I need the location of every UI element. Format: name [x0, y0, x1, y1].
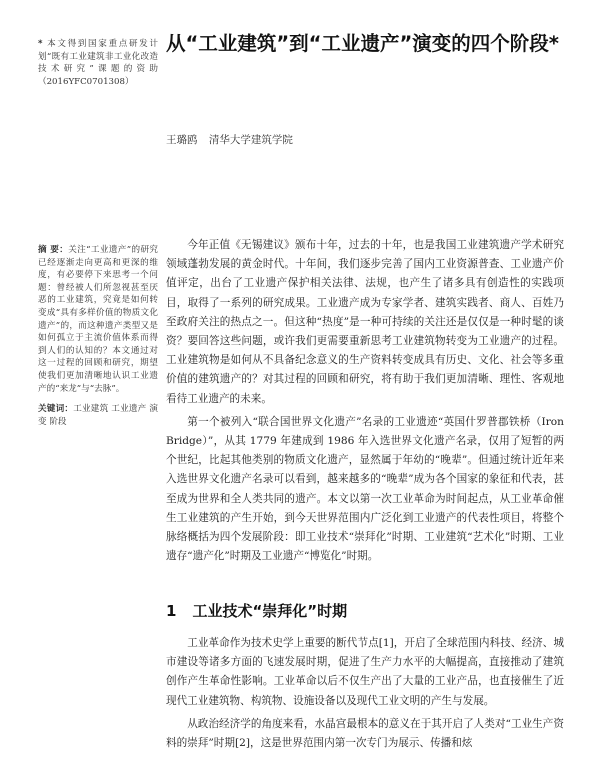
abstract-text: 关注“工业遗产”的研究已经逐渐走向更高和更深的维度，有必要停下来思考一个问题：曾经被人们所忽视甚至厌恶的工业建筑，究竟是如何转变成“具有多样价值的物质文化遗产”的，而这种遗产类型又是如何孤立于主流价值体系而得到人们的认知的？本文通过对这一过程的回顾和研究，期望使我们更加清晰地认识工业遗产的“来龙”与“去脉”。: [38, 245, 158, 394]
abstract-label: 摘 要：: [38, 245, 69, 255]
section-body: [166, 634, 564, 753]
article-title: 从“工业建筑”到“工业遗产”演变的四个阶段*: [166, 32, 559, 55]
author-line: [166, 132, 301, 147]
author-affiliation: 清华大学建筑学院: [208, 134, 293, 146]
section-title: 工业技术“崇拜化”时期: [192, 602, 348, 620]
section-heading: [166, 600, 347, 621]
abstract: [38, 244, 158, 395]
section-number: 1: [166, 602, 177, 620]
funding-footnote: [38, 38, 158, 88]
paragraph: 工业革命作为技术史学上重要的断代节点[1]，开启了全球范围内科技、经济、城市建设等诸多方面的飞速发展时期，促进了生产力水平的大幅提高，直接推动了建筑创作产生革命性影响。工业革命以后不仅生产出了大量的工业产品，也直接催生了近现代工业建筑物、构筑物、设施设备以及现代工业文明的产生与发展。: [166, 637, 564, 707]
footnote-mark: *: [38, 39, 43, 49]
keywords-label: 关键词：: [38, 404, 74, 415]
intro-body: [166, 236, 564, 566]
abstract-sidebar: [38, 244, 158, 428]
keywords: [38, 403, 158, 428]
footnote-text: 本文得到国家重点研发计划“既有工业建筑非工业化改造技术研究”课题的资助（2016YFC0701308）: [38, 39, 158, 87]
paragraph: 第一个被列入“联合国世界文化遗产”名录的工业遗迹“英国什罗普郡铁桥（Iron Bridge）”，从其 1779 年建成到 1986 年入选世界文化遗产名录，仅用了短暂的两个世纪，比起其他类别的物质文化遗产，显然属于年幼的“晚辈”。但通过统计近年来入选世界文化遗产名录可以看到，越来越多的“晚辈”成为各个国家的象征和代表，甚至成为世界和全人类共同的遗产。本文以第一次工业革命为时间起点，从工业革命催生工业建筑的产生开始，到今天世界范围内广泛化到工业遗产的代表性项目，将整个脉络概括为四个发展阶段：即工业技术“崇拜化”时期、工业建筑“艺术化”时期、工业遗存“遗产化”时期及工业遗产“博览化”时期。: [166, 415, 564, 563]
author-name: 王璐鸥: [166, 134, 198, 146]
paragraph: 今年正值《无锡建议》颁布十年，过去的十年，也是我国工业建筑遗产学术研究领域蓬勃发展的黄金时代。十年间，我们逐步完善了国内工业资源普查、工业遗产价值评定，出台了工业遗产保护相关法律、法规，也产生了诸多具有创造性的实践项目，取得了一系列的研究成果。工业遗产成为专家学者、建筑实践者、商人、百姓乃至政府关注的热点之一。但这种“热度”是一种可持续的关注还是仅仅是一种时髦的谈资？要回答这些问题，或许我们更需要重新思考工业建筑物转变为工业遗产的过程。工业建筑物是如何从不具备纪念意义的生产资料转变成具有历史、文化、社会等多重价值的建筑遗产的？对其过程的回顾和研究，将有助于我们更加清晰、理性、客观地看待工业遗产的未来。: [166, 239, 564, 405]
keywords-text: 工业建筑 工业遗产 演变 阶段: [38, 404, 158, 427]
paragraph: 从政治经济学的角度来看，水晶宫最根本的意义在于其开启了人类对“工业生产资料的崇拜”时期[2]，这是世界范围内第一次专门为展示、传播和炫: [166, 717, 564, 750]
